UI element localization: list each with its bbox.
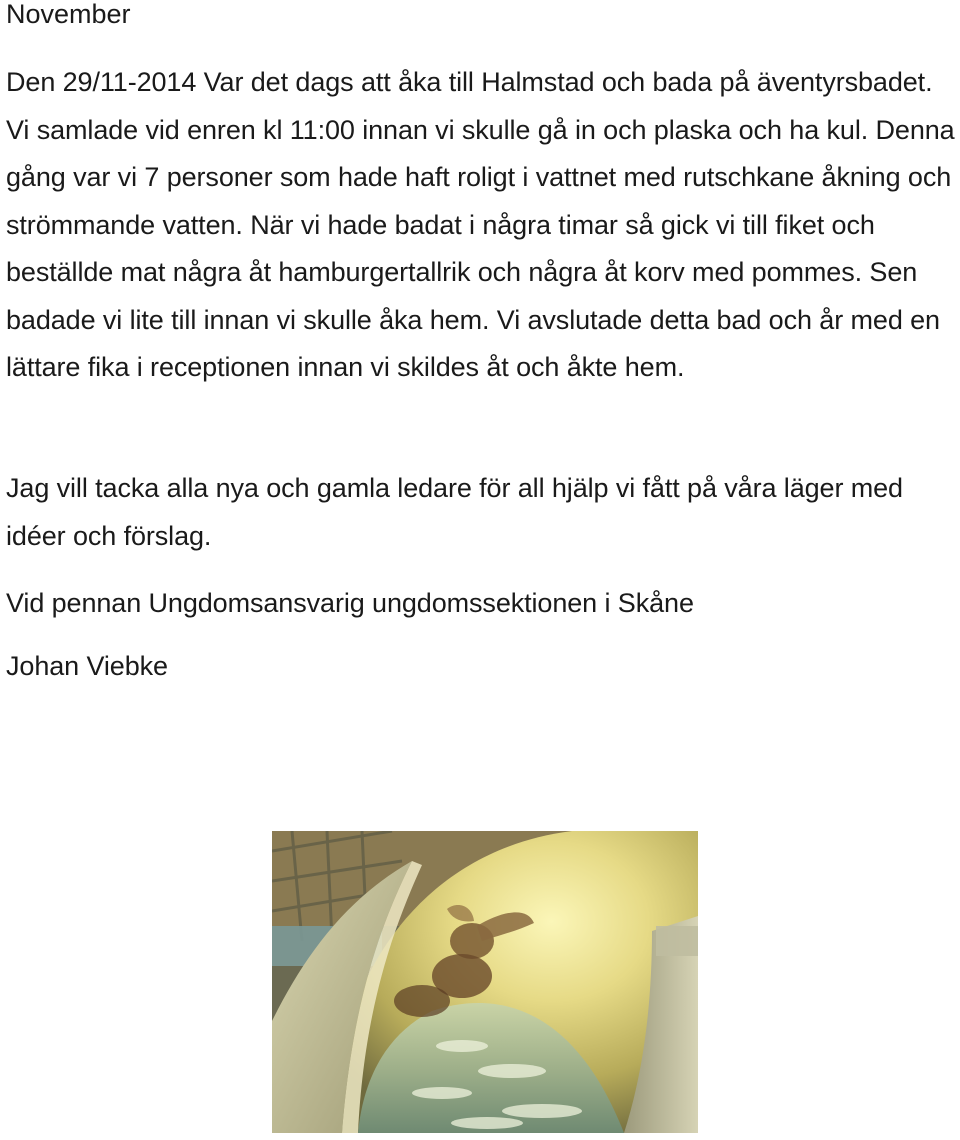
water-slide-photo <box>272 831 698 1133</box>
month-heading: November <box>6 0 131 29</box>
report-paragraph: Den 29/11-2014 Var det dags att åka till Halmstad och bada på äventyrsbadet. Vi samlade vid enren kl 11:00 innan vi skulle gå in och plaska och ha kul. Denna gång var vi 7 personer som hade haft roligt i vattnet med rutschkane åkning och strömmande vatten. När vi hade badat i några timar så gick vi till fiket och beställde mat några åt hamburgertallrik och några åt korv med pommes. Sen badade vi lite till innan vi skulle åka hem. Vi avslutade detta bad och år med en lättare fika i receptionen innan vi skildes åt och åkte hem. <box>6 67 955 382</box>
water-slide-illustration <box>272 831 698 1133</box>
signature-line: Vid pennan Ungdomsansvarig ungdomssektionen i Skåne <box>6 588 694 618</box>
author-name: Johan Viebke <box>6 651 168 681</box>
thanks-paragraph: Jag vill tacka alla nya och gamla ledare för all hjälp vi fått på våra läger med idéer och förslag. <box>6 473 903 551</box>
